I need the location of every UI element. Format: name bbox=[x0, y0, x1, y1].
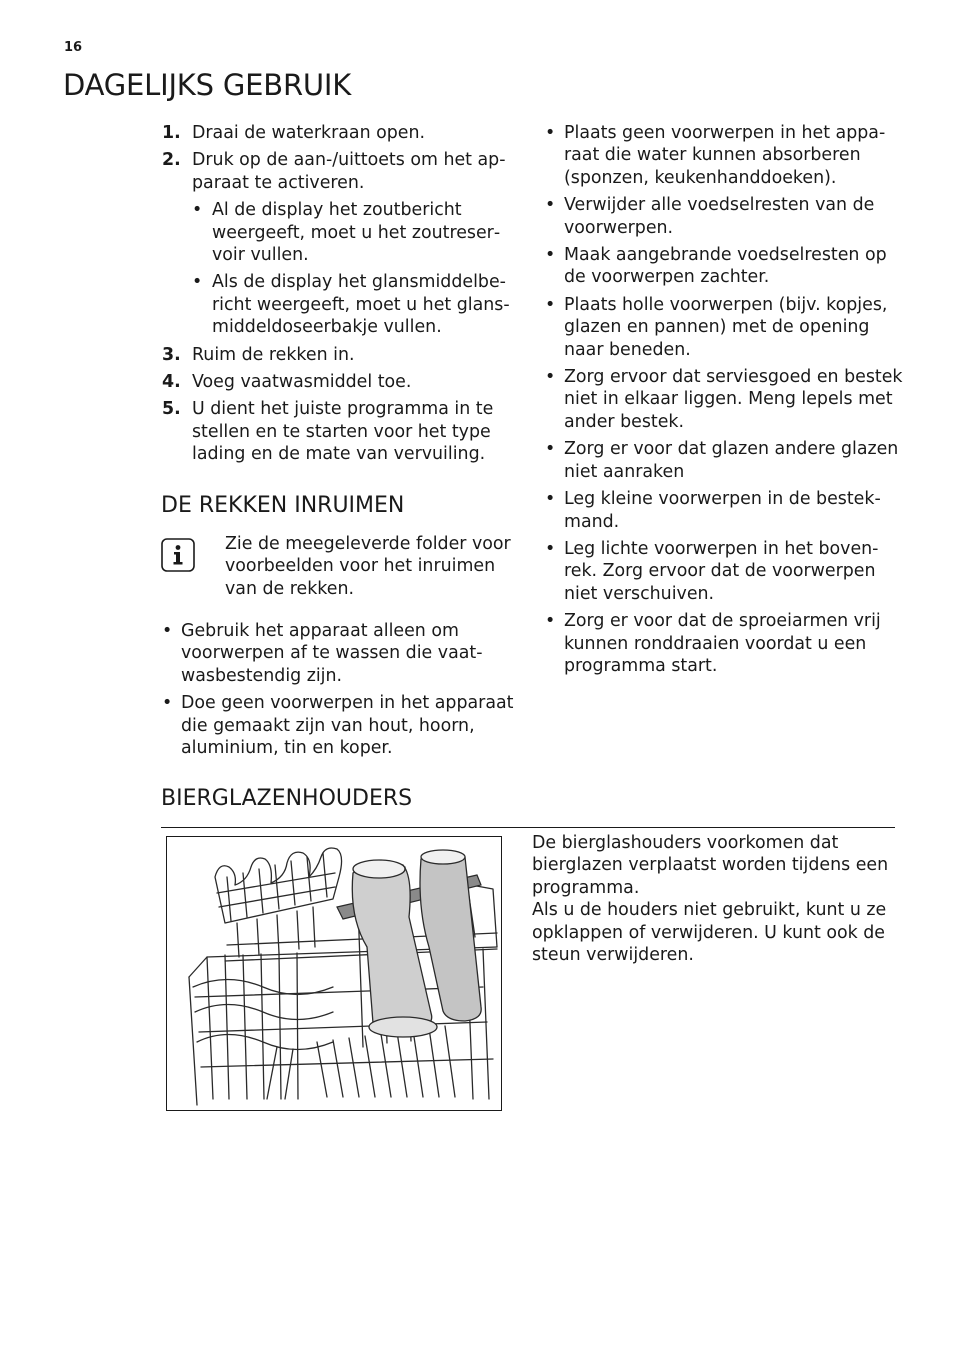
page-number: 16 bbox=[64, 40, 83, 55]
step-number: 3. bbox=[162, 344, 181, 365]
list-item: • Al de display het zoutbericht weergeeft, moet u het zoutreservoir vullen. bbox=[192, 199, 522, 266]
page-title: DAGELIJKS GEBRUIK bbox=[63, 68, 352, 102]
step-text: Draai de waterkraan open. bbox=[192, 123, 426, 143]
list-item: • Leg kleine voorwerpen in de bestekmand. bbox=[545, 488, 905, 533]
info-text: Zie de meegeleverde folder voor voorbeelden voor het inruimen van de rekken. bbox=[225, 534, 511, 599]
beer-glass-holder-illustration bbox=[166, 836, 502, 1111]
rekken-bullets bbox=[162, 620, 522, 764]
step-text: U dient het juiste programma in te stellen en te starten voor het type lading en de mate van vervuiling. bbox=[192, 399, 494, 465]
list-item: • Plaats holle voorwerpen (bijv. kopjes, glazen en pannen) met de opening naar beneden. bbox=[545, 294, 905, 361]
list-item: • Maak aangebrande voedselresten op de voorwerpen zachter. bbox=[545, 244, 905, 289]
step-4 bbox=[162, 371, 522, 393]
list-item: • Zorg ervoor dat serviesgoed en bestek niet in elkaar liggen. Meng lepels met ander bestek. bbox=[545, 366, 905, 433]
step-text: Voeg vaatwasmiddel toe. bbox=[192, 372, 412, 393]
list-item: • Gebruik het apparaat alleen om voorwerpen af te wassen die vaatwasbestendig zijn. bbox=[162, 620, 522, 687]
list-item: • Leg lichte voorwerpen in het bovenrek. Zorg ervoor dat de voorwerpen niet verschuiven. bbox=[545, 538, 905, 605]
list-item: • Zorg er voor dat de sproeiarmen vrij kunnen ronddraaien voordat u een programma start. bbox=[545, 610, 905, 677]
list-item: • Zorg er voor dat glazen andere glazen niet aanraken bbox=[545, 438, 905, 483]
step-number: 5. bbox=[162, 399, 181, 420]
step-2 bbox=[162, 149, 522, 338]
step-3 bbox=[162, 344, 522, 366]
step-text: Ruim de rekken in. bbox=[192, 344, 355, 365]
basket-drawing bbox=[167, 837, 502, 1111]
step-1 bbox=[162, 122, 522, 144]
steps-list bbox=[162, 122, 522, 471]
step-2-subitems bbox=[192, 199, 522, 338]
paragraph: De bierglashouders voorkomen dat bierglazen verplaatst worden tijdens een programma. bbox=[532, 833, 889, 898]
section-divider bbox=[161, 827, 895, 828]
step-number: 2. bbox=[162, 150, 181, 171]
list-item: • Verwijder alle voedselresten van de voorwerpen. bbox=[545, 194, 905, 239]
step-number: 1. bbox=[162, 123, 181, 143]
list-item: • Plaats geen voorwerpen in het apparaat die water kunnen absorberen (sponzen, keukenhanddoeken). bbox=[545, 122, 905, 189]
section-heading-rekken: DE REKKEN INRUIMEN bbox=[161, 493, 405, 518]
info-icon bbox=[161, 538, 195, 572]
section-heading-bierglazenhouders: BIERGLAZENHOUDERS bbox=[161, 786, 413, 811]
step-number: 4. bbox=[162, 372, 181, 393]
step-5 bbox=[162, 398, 522, 465]
list-item: • Doe geen voorwerpen in het apparaat die gemaakt zijn van hout, hoorn, aluminium, tin en koper. bbox=[162, 692, 522, 759]
list-item: • Als de display het glansmiddelbericht weergeeft, moet u het glansmiddeldoseerbakje vullen. bbox=[192, 271, 522, 338]
step-text: Druk op de aan-/uittoets om het apparaat te activeren. bbox=[192, 150, 506, 193]
paragraph: Als u de houders niet gebruikt, kunt u ze opklappen of verwijderen. U kunt ook de steun verwijderen. bbox=[532, 900, 887, 966]
loading-tips-list bbox=[545, 122, 905, 682]
bierglazenhouders-text bbox=[532, 832, 892, 966]
